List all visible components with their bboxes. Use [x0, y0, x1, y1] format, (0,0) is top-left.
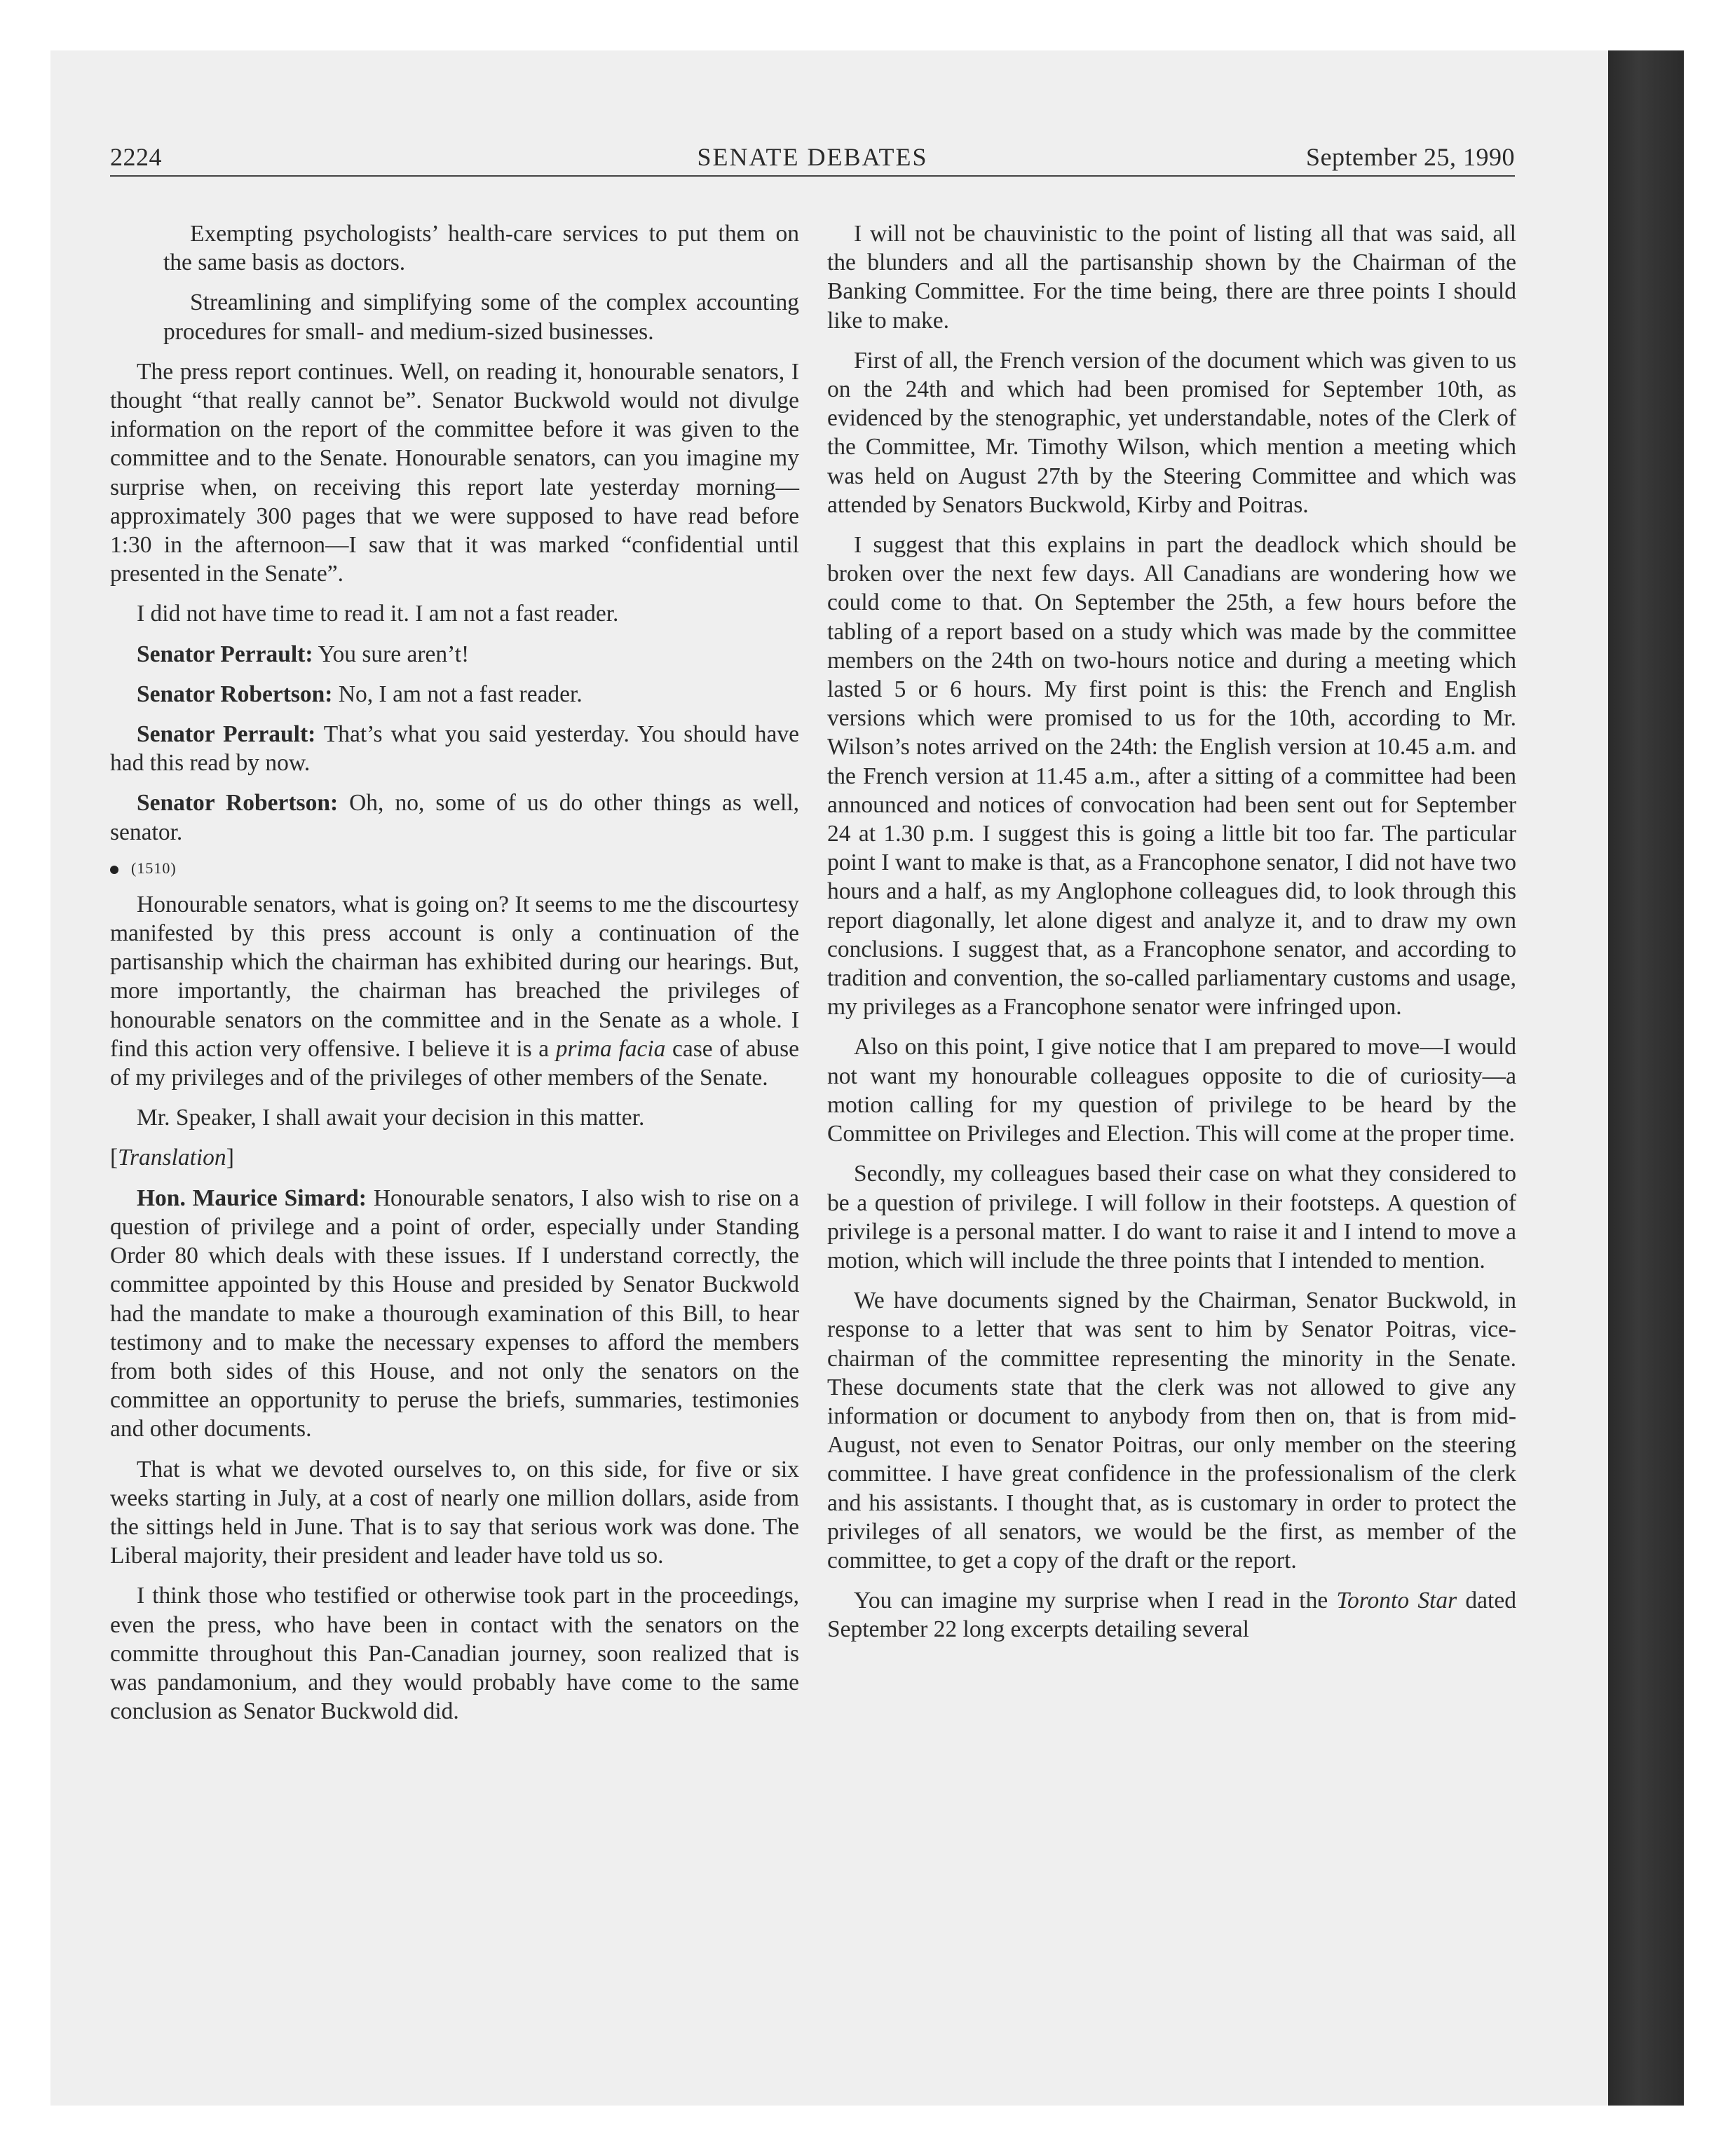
newspaper-name: Toronto Star — [1336, 1588, 1457, 1614]
paragraph: I did not have time to read it. I am not a fast reader. — [137, 601, 619, 627]
quoted-item: Streamlining and simplifying some of the complex accounting procedures for small- and medium-sized businesses. — [163, 289, 799, 345]
page-number: 2224 — [110, 143, 162, 171]
speaker-name: Senator Perrault: — [137, 721, 316, 748]
speech-text: You sure aren’t! — [313, 641, 470, 667]
bracket-open: [ — [110, 1145, 118, 1171]
paragraph-text: case of abuse of my privileges and of the privileges of other members of the Senate. — [110, 1035, 799, 1091]
left-column — [110, 219, 799, 1737]
page-header — [110, 142, 1515, 176]
speech-text: No, I am not a fast reader. — [332, 681, 583, 707]
bracket-close: ] — [226, 1145, 234, 1171]
speech-paragraph — [110, 680, 799, 709]
paragraph-text: Honourable senators, what is going on? It seems to me the discourtesy manifested by this press account is only a continuation of the partisanship which the chairman has exhibited during our hearings. But, more importantly, the chairman has breached the privileges of honourable senators on the committee and in the Senate as a whole. I find this action very offensive. I believe it is a — [110, 891, 799, 1062]
paragraph: I suggest that this explains in part the deadlock which should be broken over the next few days. All Canadians are wondering how we could come to that. On September the 25th, a few hours before the tabling of a report based on a study which was made by the committee members on the 24th on two-hours notice and during a meeting which lasted 5 or 6 hours. My first point is this: the French and English versions which were promised to us for the 10th, according to Mr. Wilson’s notes arrived on the 24th: the English version at 10.45 a.m. and the French version at 11.45 a.m., after a sitting of a committee had been announced and notices of convocation had been sent out for September 24 at 1.30 p.m. I suggest this is going a little bit too far. The particular point I want to make is that, as a Francophone senator, I did not have two hours and a half, as my Anglophone colleagues did, to look through this report diagonally, let alone digest and analyze it, and to draw my own conclusions. I suggest that, as a Francophone senator, and according to tradition and convention, the so-called parliamentary customs and usage, my privileges as a Francophone senator were infringed upon. — [827, 532, 1516, 1021]
speech-paragraph — [110, 720, 799, 777]
publication-title: SENATE DEBATES — [697, 143, 928, 171]
bullet-icon — [110, 866, 118, 874]
header-rule — [110, 175, 1515, 177]
speaker-name: Hon. Maurice Simard: — [137, 1185, 367, 1211]
quoted-item: Exempting psychologists’ health-care services to put them on the same basis as doctors. — [163, 221, 799, 276]
publication-date: September 25, 1990 — [1306, 143, 1515, 171]
time-marker — [110, 858, 799, 879]
paragraph — [110, 890, 799, 1092]
paragraph: Mr. Speaker, I shall await your decision in this matter. — [137, 1105, 645, 1131]
paragraph: Secondly, my colleagues based their case on what they considered to be a question of privilege. I will follow in their footsteps. A question of privilege is a personal matter. I do want to raise it and I intend to move a motion, which will include the three points that I intended to mention. — [827, 1161, 1516, 1274]
speaker-name: Senator Perrault: — [137, 641, 313, 667]
speech-paragraph — [110, 789, 799, 846]
paragraph: The press report continues. Well, on reading it, honourable senators, I thought “that really cannot be”. Senator Buckwold would not divulge information on the report of the committee before it was given to the committee and to the Senate. Honourable senators, can you imagine my surprise when, on receiving this report late yesterday morning—approximately 300 pages that we were supposed to have read before 1:30 in the afternoon—I saw that it was marked “confidential until presented in the Senate”. — [110, 358, 799, 587]
paragraph: First of all, the French version of the document which was given to us on the 24th and which had been promised for September 10th, as evidenced by the stenographic, yet understandable, notes of the Clerk of the Committee, Mr. Timothy Wilson, which mention a meeting which was held on August 27th by the Steering Committee and which was attended by Senators Buckwold, Kirby and Poitras. — [827, 347, 1516, 518]
speaker-name: Senator Robertson: — [137, 681, 333, 707]
paragraph: I will not be chauvinistic to the point of listing all that was said, all the blunders and all the partisanship shown by the Chairman of the Banking Committee. For the time being, there are three points I should like to make. — [827, 221, 1516, 334]
translation-marker — [110, 1143, 799, 1172]
right-column — [827, 219, 1516, 1656]
paragraph — [827, 1586, 1516, 1644]
speech-text: Oh, no, some of us do other things as well, senator. — [110, 790, 799, 845]
translation-label: Translation — [118, 1145, 226, 1171]
speech-paragraph — [110, 640, 799, 669]
speech-text: Honourable senators, I also wish to rise on a question of privilege and a point of order, especially under Standing Order 80 which deals with these issues. If I understand correctly, the committee appointed by this House and presided by Senator Buckwold had the mandate to make a thourough examination of this Bill, to hear testimony and to make the necessary expenses to afford the members from both sides of this House, and not only the senators on the committee an opportunity to peruse the briefs, summaries, testimonies and other documents. — [110, 1185, 799, 1442]
paragraph-text: dated September 22 long excerpts detailing several — [827, 1588, 1516, 1643]
paragraph: Also on this point, I give notice that I am prepared to move—I would not want my honourable colleagues opposite to die of curiosity—a motion calling for my question of privilege to be heard by the Committee on Privileges and Election. This will come at the proper time. — [827, 1034, 1516, 1147]
scan-edge-shadow — [1608, 50, 1684, 2106]
speech-text: That’s what you said yesterday. You should have had this read by now. — [110, 721, 800, 777]
paragraph: That is what we devoted ourselves to, on this side, for five or six weeks starting in July, at a cost of nearly one million dollars, aside from the sittings held in June. That is to say that serious work was done. The Liberal majority, their president and leader have told us so. — [110, 1456, 799, 1569]
speaker-name: Senator Robertson: — [137, 790, 339, 817]
time-marker-text: (1510) — [131, 859, 177, 877]
paragraph: We have documents signed by the Chairman, Senator Buckwold, in response to a letter that was sent to him by Senator Poitras, vice-chairman of the committee representing the minority in the Senate. These documents state that the clerk was not allowed to give any information or document to anybody from then on, that is from mid-August, not even to Senator Poitras, our only member on the steering committee. I have great confidence in the professionalism of the clerk and his assistants. I thought that, as is customary in order to protect the privileges of all senators, we would be the first, as member of the committee, to get a copy of the draft or the report. — [827, 1288, 1516, 1574]
paragraph-text: You can imagine my surprise when I read in the — [854, 1588, 1337, 1614]
latin-phrase: prima facia — [555, 1035, 666, 1062]
speech-paragraph — [110, 1184, 799, 1444]
paragraph: I think those who testified or otherwise took part in the proceedings, even the press, who have been in contact with the senators on the committe throughout this Pan-Canadian journey, soon realized that is was pandamonium, and they would probably have come to the same conclusion as Senator Buckwold did. — [110, 1583, 799, 1725]
